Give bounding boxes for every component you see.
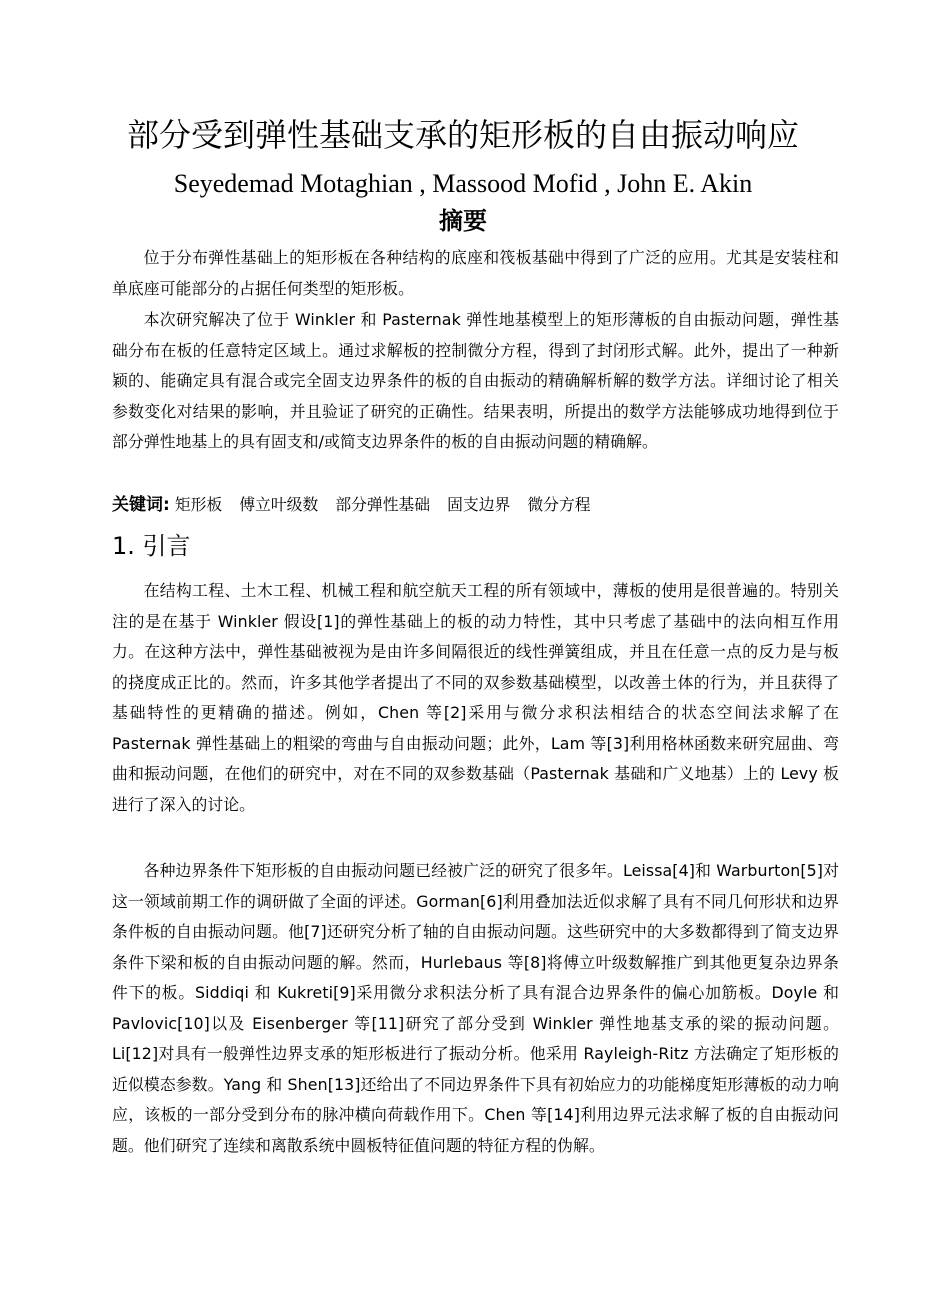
intro-paragraph-1: 在结构工程、土木工程、机械工程和航空航天工程的所有领域中，薄板的使用是很普遍的。特别关注的是在基于 Winkler 假设[1]的弹性基础上的板的动力特性，其中只考虑了基础中的法向相互作用力。在这种方法中，弹性基础被视为是由许多间隔很近的线性弹簧组成，并且在任意一点的反力是与板的挠度成正比的。然而，许多其他学者提出了不同的双参数基础模型，以改善土体的行为，并且获得了基础特性的更精确的描述。例如，Chen 等[2]采用与微分求积法相结合的状态空间法求解了在 Pasternak 弹性基础上的粗梁的弯曲与自由振动问题；此外，Lam 等[3]利用格林函数来研究屈曲、弯曲和振动问题，在他们的研究中，对在不同的双参数基础（Pasternak 基础和广义地基）上的 Levy 板进行了深入的讨论。 [112, 581, 839, 814]
keyword-item: 微分方程 [527, 495, 591, 514]
keyword-item: 矩形板 [174, 495, 223, 514]
author-list: Seyedemad Motaghian , Massood Mofid , John E. Akin [173, 169, 753, 198]
section-heading-introduction: 1. 引言 [112, 532, 191, 560]
intro-paragraph-2: 各种边界条件下矩形板的自由振动问题已经被广泛的研究了很多年。Leissa[4]和 Warburton[5]对这一领域前期工作的调研做了全面的评述。Gorman[6]利用叠加法近似求解了具有不同几何形状和边界条件板的自由振动问题。他[7]还研究分析了轴的自由振动问题。这些研究中的大多数都得到了简支边界条件下梁和板的自由振动问题的解。然而，Hurlebaus 等[8]将傅立叶级数解推广到其他更复杂边界条件下的板。Siddiqi 和 Kukreti[9]采用微分求积法分析了具有混合边界条件的偏心加筋板。Doyle 和 Pavlovic[10]以及 Eisenberger 等[11]研究了部分受到 Winkler 弹性地基支承的梁的振动问题。Li[12]对具有一般弹性边界支承的矩形板进行了振动分析。他采用 Rayleigh-Ritz 方法确定了矩形板的近似模态参数。Yang 和 Shen[13]还给出了不同边界条件下具有初始应力的功能梯度矩形薄板的动力响应，该板的一部分受到分布的脉冲横向荷载作用下。Chen 等[14]利用边界元法求解了板的自由振动问题。他们研究了连续和离散系统中圆板特征值问题的特征方程的伪解。 [112, 861, 839, 1155]
abstract-paragraph-2: 本次研究解决了位于 Winkler 和 Pasternak 弹性地基模型上的矩形薄板的自由振动问题，弹性基础分布在板的任意特定区域上。通过求解板的控制微分方程，得到了封闭形式解。此外，提出了一种新颖的、能确定具有混合或完全固支边界条件的板的自由振动的精确解析解的数学方法。详细讨论了相关参数变化对结果的影响，并且验证了研究的正确性。结果表明，所提出的数学方法能够成功地得到位于部分弹性地基上的具有固支和/或简支边界条件的板的自由振动问题的精确解。 [112, 310, 839, 451]
keyword-item: 固支边界 [447, 495, 511, 514]
paper-title: 部分受到弹性基础支承的矩形板的自由振动响应 [126, 116, 799, 154]
keyword-item: 部分弹性基础 [335, 495, 431, 514]
abstract-heading: 摘要 [439, 207, 487, 235]
keywords-line [112, 490, 839, 520]
keywords-label: 关键词: [112, 495, 170, 515]
keyword-item: 傅立叶级数 [239, 495, 319, 514]
abstract-paragraph-1: 位于分布弹性基础上的矩形板在各种结构的底座和筏板基础中得到了广泛的应用。尤其是安装柱和单底座可能部分的占据任何类型的矩形板。 [112, 248, 839, 298]
